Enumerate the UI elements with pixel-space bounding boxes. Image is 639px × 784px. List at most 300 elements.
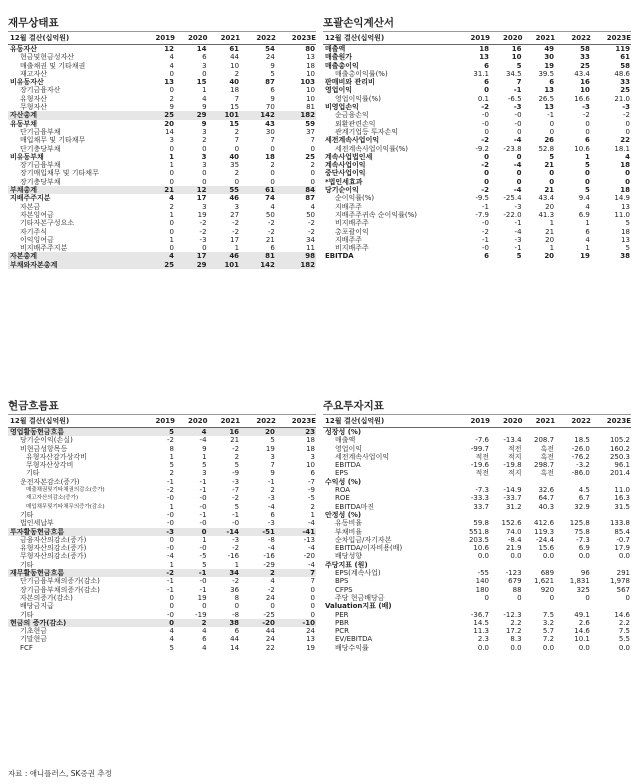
cell-value: 18 <box>620 186 630 195</box>
table-row <box>323 611 631 619</box>
cell-value: 14 <box>230 643 240 652</box>
cell-value: 133.8 <box>609 519 630 528</box>
header-year: 2023E <box>591 32 631 45</box>
cell-value: 20 <box>240 428 276 437</box>
row-label: ROE <box>335 494 350 503</box>
cell-value: 3 <box>201 152 207 161</box>
header-year: 2021 <box>523 32 556 45</box>
cell-value: 0 <box>202 602 207 611</box>
row-label: EBITDA <box>325 252 354 261</box>
cell-value: 6 <box>202 635 207 644</box>
cell-value: 10 <box>306 69 315 78</box>
cell-value: 43 <box>265 119 275 128</box>
header-year: 2022 <box>555 32 591 45</box>
table-row <box>8 469 316 477</box>
cell-value: 5 <box>270 69 275 78</box>
cell-value: 0 <box>169 169 174 178</box>
cell-value: 0 <box>310 177 315 186</box>
cell-value: -8 <box>232 610 240 619</box>
cell-value: 31.5 <box>614 502 630 511</box>
cell-value: 250.3 <box>609 452 630 461</box>
cell-value: 10.6 <box>574 144 590 153</box>
cell-value: -4 <box>308 560 315 569</box>
cell-value <box>457 478 490 486</box>
table-row <box>8 586 316 594</box>
cell-value: 4 <box>270 202 275 211</box>
cell-value: 적전 <box>475 469 489 478</box>
cell-value: 1 <box>585 244 590 253</box>
cell-value: 11 <box>306 244 315 253</box>
cell-value: 58 <box>620 61 630 70</box>
cell-value: -1 <box>514 244 522 253</box>
row-label: 금융자산의감소(증가) <box>20 535 87 544</box>
table-row <box>8 128 316 136</box>
cell-value: 1 <box>584 152 590 161</box>
row-label: 단기금융부채 <box>20 127 61 136</box>
cell-value: 3 <box>310 452 315 461</box>
table-row <box>323 145 631 153</box>
cell-value: 17.9 <box>614 544 630 553</box>
row-label: 법인세납부 <box>20 519 54 528</box>
table-row <box>8 136 316 144</box>
row-label: 지배주주귀속 순이익률(%) <box>335 210 417 219</box>
cell-value: 5 <box>202 560 207 569</box>
cell-value: 2 <box>234 452 240 461</box>
source-note: 자료 : 애니플러스, SK증권 추정 <box>8 769 112 778</box>
cell-value: -0 <box>199 544 207 553</box>
cell-value: 48.6 <box>614 69 630 78</box>
cell-value: 4 <box>585 202 590 211</box>
cell-value: 0 <box>202 169 207 178</box>
cell-value: 6.7 <box>578 494 590 503</box>
table-row <box>323 461 631 469</box>
cell-value <box>490 561 523 569</box>
header-year: 2019 <box>142 32 175 45</box>
cell-value: 40.3 <box>538 502 555 511</box>
cell-value: -19.6 <box>470 461 489 470</box>
cell-value: -2 <box>232 544 240 553</box>
row-label: 배당금지급 <box>20 602 54 611</box>
cell-value: -3 <box>513 103 522 112</box>
cell-value: 81 <box>306 103 315 112</box>
row-label: 판매비와 관리비 <box>325 78 375 87</box>
cell-value: 33 <box>620 78 630 87</box>
row-label: 관계기업등 투자손익 <box>335 127 399 136</box>
cell-value: 18.5 <box>574 436 590 445</box>
row-label: 매출액 <box>325 45 346 53</box>
table-row <box>323 552 631 560</box>
cell-value: -20 <box>240 619 276 627</box>
cell-value: 119.3 <box>534 527 555 536</box>
table-row <box>323 86 631 94</box>
cell-value <box>490 478 523 486</box>
cell-value: -0 <box>482 219 489 228</box>
cell-value: 21.9 <box>505 544 522 553</box>
cell-value <box>457 428 490 437</box>
cell-value: 2 <box>175 619 208 627</box>
cell-value: -14.9 <box>503 486 522 495</box>
cell-value <box>555 428 591 437</box>
cell-value: 1 <box>202 86 207 95</box>
cell-value: 1 <box>169 210 174 219</box>
row-label: 매출원가 <box>325 53 353 62</box>
cell-value: 180 <box>475 585 489 594</box>
cell-value: 1 <box>169 452 174 461</box>
cell-value: 2 <box>270 161 275 170</box>
cell-value: 0 <box>310 602 315 611</box>
cell-value: 40 <box>229 152 240 161</box>
table-row <box>323 494 631 502</box>
cell-value: 21 <box>544 161 555 170</box>
cell-value: -2 <box>308 227 315 236</box>
cell-value: -2 <box>232 494 240 503</box>
cell-value: 52.8 <box>538 144 555 153</box>
table-row <box>8 244 316 252</box>
cell-value: -4 <box>514 227 522 236</box>
row-label: 비영업손익 <box>325 103 359 112</box>
cell-value: -2 <box>167 486 174 495</box>
cell-value: 0 <box>625 169 630 178</box>
cell-value: 21 <box>265 235 275 244</box>
table-row <box>323 45 631 54</box>
row-label: 재고자산 <box>20 69 48 78</box>
cell-value: 16.3 <box>614 494 630 503</box>
cell-value: 61 <box>620 53 630 62</box>
cell-value: 14.9 <box>614 194 630 203</box>
cell-value: 6 <box>484 61 489 70</box>
table-row <box>8 62 316 70</box>
row-label: *법인세효과 <box>325 177 363 186</box>
cell-value: 7 <box>310 136 315 145</box>
table-row <box>323 244 631 252</box>
cell-value: 10.6 <box>473 544 489 553</box>
row-label: 매출채권및기타채권의감소(증가) <box>26 487 105 494</box>
cell-value: 32.9 <box>574 502 590 511</box>
table-row <box>8 478 316 486</box>
cell-value: 23 <box>276 428 316 437</box>
table-row <box>323 436 631 444</box>
row-label: 매입채무 및 기타채무 <box>20 136 86 145</box>
cell-value: 34 <box>306 235 315 244</box>
cell-value: 6 <box>270 510 275 519</box>
cell-value: 0 <box>169 219 174 228</box>
table-row <box>8 228 316 236</box>
cell-value: 4 <box>625 152 630 161</box>
row-label: 자본총계 <box>8 252 142 260</box>
cell-value: 291 <box>616 569 630 578</box>
cell-value: 19 <box>544 61 555 70</box>
cell-value: 4 <box>270 577 275 586</box>
header-year: 2022 <box>240 32 276 45</box>
cell-value: 5 <box>516 252 522 261</box>
cell-value: 30 <box>544 53 555 62</box>
cell-value: -8 <box>267 535 275 544</box>
row-label: 장기금융부채 <box>20 161 61 170</box>
cell-value: 101 <box>208 261 241 269</box>
cell-value: 15 <box>196 78 207 87</box>
row-label: 유동부채 <box>10 119 38 128</box>
cell-value: -99.7 <box>470 444 489 453</box>
table-row <box>323 536 631 544</box>
row-label: 기타 <box>20 510 34 519</box>
row-label: 매출액 <box>335 436 356 445</box>
cell-value: 24 <box>265 593 275 602</box>
cell-value: 26 <box>544 136 555 145</box>
cell-value: 5 <box>169 461 174 470</box>
row-label: 비유동자산 <box>10 78 44 87</box>
row-label: 자본금 <box>20 202 41 211</box>
cell-value: 0 <box>202 244 207 253</box>
cell-value: 27 <box>230 210 240 219</box>
cell-value: 43.4 <box>574 69 590 78</box>
cell-value: 19 <box>197 210 207 219</box>
cell-value: 61 <box>240 186 276 194</box>
cell-value: 3 <box>202 202 207 211</box>
cell-value: 0.1 <box>477 94 489 103</box>
cell-value: -2 <box>232 444 240 453</box>
cell-value: 6 <box>270 86 275 95</box>
indicators-section <box>323 397 631 652</box>
header-year: 2022 <box>555 415 591 428</box>
table-row <box>323 511 631 519</box>
cell-value: 325 <box>576 585 590 594</box>
cell-value: 12 <box>175 186 208 194</box>
row-label: 세전계속사업이익 <box>325 136 380 145</box>
row-label: 장기금융부채의증가(감소) <box>20 585 100 594</box>
cell-value: 40 <box>229 78 240 87</box>
cell-value: 1 <box>169 235 174 244</box>
cell-value <box>523 602 556 610</box>
cell-value: 5 <box>270 436 275 445</box>
cell-value: 1 <box>585 219 590 228</box>
cell-value: 2 <box>270 486 275 495</box>
row-label: 기타 <box>20 610 34 619</box>
cell-value: 0 <box>169 177 174 186</box>
cell-value: 3.2 <box>542 618 555 627</box>
cell-value: 9 <box>202 444 207 453</box>
cell-value <box>555 561 591 569</box>
cell-value: -0 <box>167 519 174 528</box>
cell-value: 4 <box>169 635 174 644</box>
row-label: 순차입금/자기자본 <box>335 535 392 544</box>
cell-value: -1 <box>513 86 522 95</box>
cell-value: 7 <box>310 577 315 586</box>
cell-value: 1 <box>234 244 240 253</box>
cell-value: 13 <box>164 78 174 87</box>
cell-value: 2 <box>234 69 240 78</box>
cell-value: 20 <box>545 202 555 211</box>
cell-value: 0 <box>142 619 175 627</box>
row-label: 장기매입채무 및 기타채무 <box>20 169 99 178</box>
cell-value: 70 <box>265 103 275 112</box>
row-label: Valuation지표 (배) <box>325 602 392 611</box>
cell-value: 18.1 <box>614 144 630 153</box>
cell-value <box>591 478 631 486</box>
cell-value: 101 <box>208 111 241 119</box>
table-row <box>323 136 631 144</box>
cell-value: 46 <box>229 194 240 203</box>
cell-value: 0 <box>169 244 174 253</box>
cell-value: 25 <box>142 261 175 269</box>
cell-value: -20 <box>303 552 315 561</box>
cell-value <box>591 561 631 569</box>
cell-value: 88 <box>512 585 522 594</box>
cell-value: -1 <box>199 585 207 594</box>
table-row <box>8 602 316 610</box>
row-label: 무형자산상각비 <box>26 461 74 470</box>
table-row <box>8 494 316 502</box>
header-year: 2020 <box>175 415 208 428</box>
header-label: 12월 결산(십억원) <box>8 415 142 428</box>
cell-value: 5 <box>584 186 590 195</box>
cell-value: 0 <box>484 127 489 136</box>
cell-value: -3 <box>267 494 275 503</box>
cell-value: -16 <box>263 552 275 561</box>
cell-value: 25 <box>620 86 630 95</box>
table-row <box>323 586 631 594</box>
cell-value: 50 <box>265 210 275 219</box>
cell-value: 5 <box>625 219 630 228</box>
row-label: 자산총계 <box>8 111 142 119</box>
header-row <box>323 32 631 45</box>
cell-value: 18 <box>479 45 489 53</box>
row-label: 비유동부채 <box>10 152 44 161</box>
table-row <box>323 211 631 219</box>
cell-value: 1,978 <box>609 577 630 586</box>
cell-value <box>523 428 556 437</box>
header-year: 2019 <box>457 32 490 45</box>
row-label: 무형자산 <box>20 103 48 112</box>
header-year: 2021 <box>208 415 241 428</box>
row-label: 재고자산의감소(증가) <box>26 495 79 502</box>
table-row <box>323 453 631 461</box>
row-label: 재무활동현금흐름 <box>8 569 142 577</box>
table-row <box>8 211 316 219</box>
row-label: 지배주주 <box>335 235 363 244</box>
cell-value: 10 <box>306 461 315 470</box>
cell-value: 24 <box>306 627 315 636</box>
cell-value: 5 <box>549 152 555 161</box>
cell-value: 34.5 <box>505 69 522 78</box>
cell-value: 0 <box>234 602 240 611</box>
row-label: 기말현금 <box>20 635 48 644</box>
cell-value: -2 <box>623 111 630 120</box>
cell-value: -3 <box>142 528 175 536</box>
cell-value: 0 <box>585 593 590 602</box>
cell-value: 74 <box>265 194 275 203</box>
row-label: 성장성 (%) <box>325 428 362 436</box>
cell-value: 1 <box>169 502 174 511</box>
row-label: 부채총계 <box>8 186 142 194</box>
cell-value: 0 <box>202 177 207 186</box>
cell-value: 3 <box>270 452 275 461</box>
cell-value: 2 <box>169 94 174 103</box>
cell-value: 8 <box>169 444 174 453</box>
cell-value: 5 <box>625 244 630 253</box>
cell-value: 0 <box>270 602 275 611</box>
cell-value: 21 <box>230 436 240 445</box>
table-row <box>323 103 631 111</box>
cell-value: 0.0 <box>510 643 522 652</box>
cell-value: 21 <box>545 227 555 236</box>
cell-value: -5 <box>308 494 315 503</box>
cell-value: 11.3 <box>473 627 489 636</box>
cell-value: 18 <box>230 86 240 95</box>
cell-value: 적지 <box>508 452 522 461</box>
cell-value: 4 <box>202 94 207 103</box>
cell-value: -13 <box>303 535 315 544</box>
cell-value: 22 <box>265 643 275 652</box>
cell-value: 567 <box>616 585 630 594</box>
cell-value: -10 <box>276 619 316 627</box>
cell-value: 21.0 <box>614 94 630 103</box>
table-row <box>323 62 631 70</box>
cell-value: 25 <box>580 61 590 70</box>
cell-value: 7.2 <box>542 635 555 644</box>
cell-value: 85.4 <box>614 527 630 536</box>
cell-value: 29 <box>175 261 208 269</box>
cell-value: 14 <box>196 45 207 53</box>
table-row <box>323 544 631 552</box>
cell-value: -4 <box>267 544 275 553</box>
row-label: 자본잉여금 <box>20 210 54 219</box>
cell-value: 14.6 <box>614 610 630 619</box>
cell-value: -7 <box>308 477 315 486</box>
cell-value: 6.9 <box>578 210 590 219</box>
row-label: 안정성 (%) <box>325 510 362 519</box>
cell-value: -26.0 <box>571 444 590 453</box>
cell-value: 31.2 <box>505 502 522 511</box>
cell-value: 46 <box>208 252 241 260</box>
table-row <box>8 445 316 453</box>
cell-value: 9 <box>169 103 174 112</box>
cell-value: 16 <box>511 45 522 53</box>
table-row <box>323 428 631 437</box>
cell-value: 0 <box>169 227 174 236</box>
row-label: 기초현금 <box>20 627 48 636</box>
cell-value: 18 <box>306 436 315 445</box>
cell-value: 74.0 <box>505 527 522 536</box>
cell-value: -4 <box>513 161 522 170</box>
cell-value: -4 <box>513 136 522 145</box>
cell-value: 11.0 <box>614 486 630 495</box>
cell-value: 61 <box>229 45 240 53</box>
cell-value: 1 <box>234 560 240 569</box>
cell-value <box>523 561 556 569</box>
cell-value: 0 <box>484 169 489 178</box>
table-row <box>8 428 316 437</box>
cell-value: 14 <box>165 127 174 136</box>
cell-value: 0 <box>625 177 630 186</box>
cell-value <box>457 511 490 519</box>
row-label: BPS <box>335 577 349 586</box>
header-label: 12월 결산(십억원) <box>323 415 457 428</box>
table-row <box>323 128 631 136</box>
table-row <box>8 186 316 194</box>
table-row <box>323 169 631 177</box>
cashflow-table <box>8 415 316 652</box>
table-row <box>323 469 631 477</box>
cell-value: 0 <box>585 119 590 128</box>
row-label: 세전계속사업이익 <box>335 452 390 461</box>
cell-value: 0 <box>169 69 174 78</box>
table-row <box>8 161 316 169</box>
cell-value: 6 <box>585 227 590 236</box>
cell-value: 4 <box>202 643 207 652</box>
cell-value: 96 <box>580 569 590 578</box>
cell-value: -12.3 <box>503 610 522 619</box>
cell-value: 0 <box>484 593 489 602</box>
